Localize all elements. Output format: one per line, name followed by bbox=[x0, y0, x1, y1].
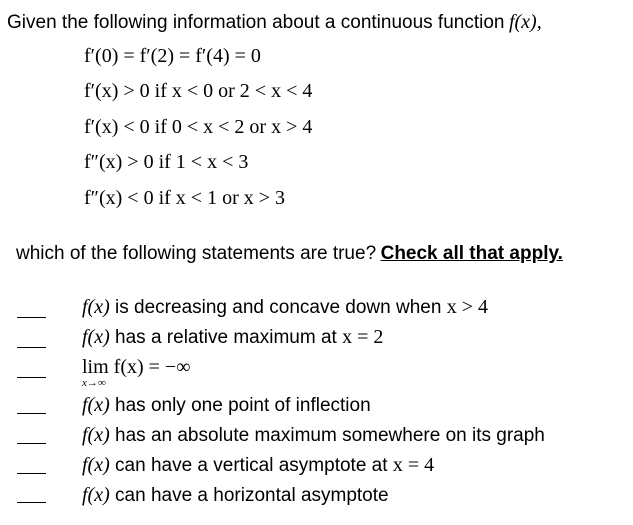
option-4 bbox=[82, 394, 371, 417]
question-text: which of the following statements are true? bbox=[16, 243, 377, 264]
option-text: can have a vertical asymptote at bbox=[109, 455, 393, 476]
answer-blank-1[interactable] bbox=[17, 317, 46, 318]
option-math: x = 4 bbox=[392, 454, 435, 476]
intro-text: Given the following information about a continuous function bbox=[7, 12, 505, 33]
option-6 bbox=[82, 454, 434, 477]
answer-blank-4[interactable] bbox=[17, 413, 46, 414]
condition-2: f′(x) > 0 if x < 0 or 2 < x < 4 bbox=[84, 80, 313, 102]
option-text: is decreasing and concave down when bbox=[109, 297, 447, 318]
intro-function: f(x), bbox=[508, 11, 542, 33]
option-2 bbox=[82, 326, 383, 349]
condition-3: f′(x) < 0 if 0 < x < 2 or x > 4 bbox=[84, 116, 313, 138]
check-all-instruction: Check all that apply. bbox=[380, 243, 563, 264]
option-function: f(x) bbox=[82, 326, 110, 348]
option-text: can have a horizontal asymptote bbox=[109, 485, 389, 506]
limit-expression: lim f(x) = −∞ bbox=[82, 356, 191, 378]
answer-blank-2[interactable] bbox=[17, 347, 46, 348]
answer-blank-6[interactable] bbox=[17, 473, 46, 474]
option-math: x > 4 bbox=[446, 296, 488, 318]
limit-subscript: x→∞ bbox=[82, 377, 106, 389]
option-3 bbox=[82, 356, 190, 379]
answer-blank-5[interactable] bbox=[17, 443, 46, 444]
question-line bbox=[16, 243, 563, 265]
option-function: f(x) bbox=[82, 394, 110, 416]
condition-4: f″(x) > 0 if 1 < x < 3 bbox=[84, 151, 249, 173]
option-1 bbox=[82, 296, 488, 319]
option-5 bbox=[82, 424, 545, 447]
option-function: f(x) bbox=[82, 424, 110, 446]
condition-5: f″(x) < 0 if x < 1 or x > 3 bbox=[84, 187, 286, 209]
answer-blank-7[interactable] bbox=[17, 502, 46, 503]
option-function: f(x) bbox=[82, 454, 110, 476]
option-text: has only one point of inflection bbox=[109, 395, 371, 416]
option-text: has a relative maximum at bbox=[109, 327, 343, 348]
option-math: x = 2 bbox=[342, 326, 384, 348]
option-function: f(x) bbox=[82, 296, 110, 318]
option-function: f(x) bbox=[82, 484, 110, 506]
option-text: has an absolute maximum somewhere on its graph bbox=[109, 425, 545, 446]
option-7 bbox=[82, 484, 389, 507]
intro-line bbox=[7, 11, 542, 34]
condition-1: f′(0) = f′(2) = f′(4) = 0 bbox=[84, 45, 261, 67]
answer-blank-3[interactable] bbox=[17, 377, 46, 378]
